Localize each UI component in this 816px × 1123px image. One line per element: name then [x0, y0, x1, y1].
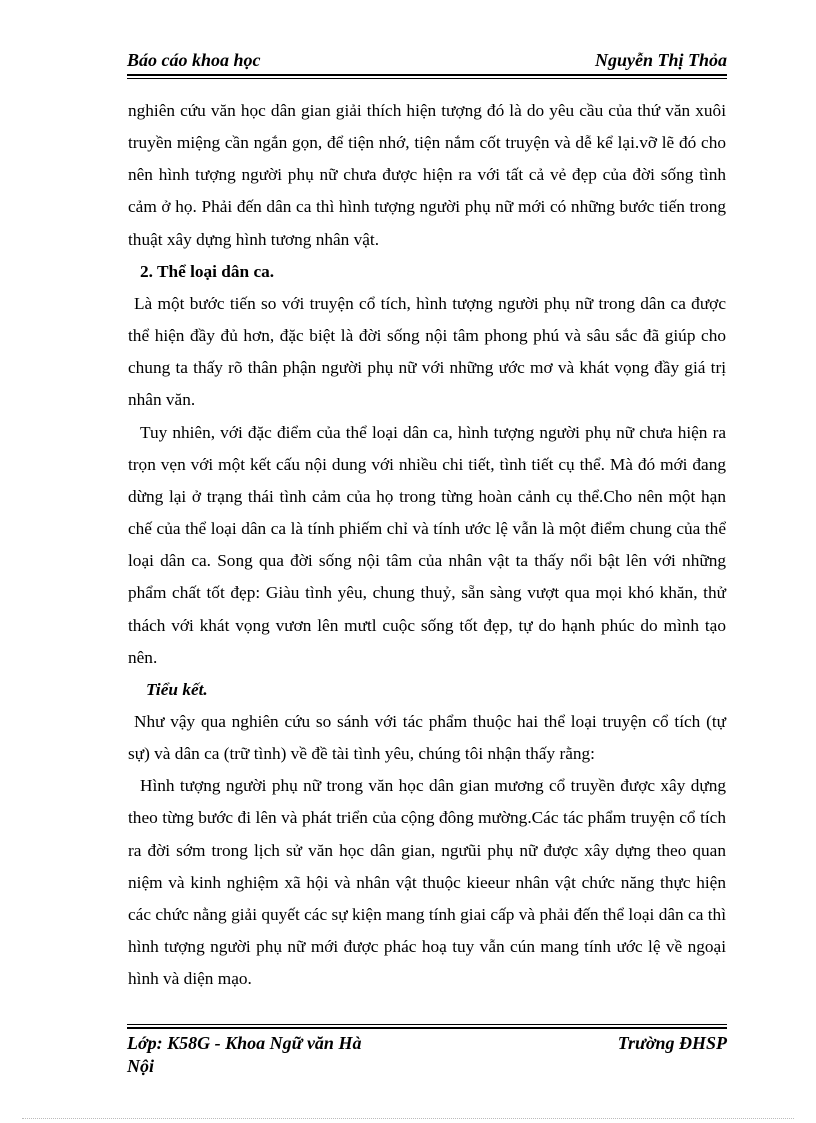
paragraph-dan-ca-limits: Tuy nhiên, với đặc điểm của thể loại dân ca, hình tượng người phụ nữ chưa hiện ra trọn vẹn với một kết cấu nội dung với nhiều chi tiết, tình tiết cụ thể. Mà đó mới đang dừng lại ở trạng thái tình cảm của họ trong từng hoàn cảnh cụ thể.Cho nên một hạn chế của thể loại dân ca là tính phiếm chỉ và tính ước lệ vẫn là một điểm chung của thể loại dân ca. Song qua đời sống nội tâm của nhân vật ta thấy nổi bật lên với những phẩm chất tốt đẹp: Giàu tình yêu, chung thuỷ, sẵn sàng vượt qua mọi khó khăn, thử thách với khát vọng vươn lên mưtl cuộc sống tốt đẹp, tự do hạnh phúc do mình tạo nên.	[128, 422, 726, 667]
page-bottom-dotted-border	[22, 1118, 794, 1119]
header-rule-thick	[127, 74, 727, 76]
header-rule-thin	[127, 78, 727, 79]
page-header	[127, 50, 727, 72]
paragraph-summary-intro: Như vậy qua nghiên cứu so sánh với tác phẩm thuộc hai thể loại truyện cổ tích (tự sự) và dân ca (trữ tình) về đề tài tình yêu, chúng tôi nhận thấy rằng:	[128, 711, 726, 764]
page-footer	[127, 1032, 727, 1082]
header-report-title: Báo cáo khoa học	[127, 50, 261, 70]
footer-university: Trường ĐHSP	[617, 1033, 727, 1053]
footer-class-faculty: Lớp: K58G - Khoa Ngữ văn Hà Nội	[127, 1033, 362, 1076]
section-heading-dan-ca: 2. Thể loại dân ca.	[140, 261, 275, 281]
subheading-tieu-ket: Tiểu kết.	[146, 679, 208, 699]
body-text	[128, 95, 726, 995]
paragraph-continuation: nghiên cứu văn học dân gian giải thích hiện tượng đó là do yêu cầu của thứ văn xuôi truyền miệng cần ngắn gọn, để tiện nhớ, tiện nắm cốt truyện và dễ kể lại.vỡ lẽ đó cho nên hình tượng người phụ nữ chưa được hiện ra với tất cả vẻ đẹp của đời sống tình cảm ở họ. Phải đến dân ca thì hình tượng người phụ nữ mới có những bước tiến trong thuật xây dựng hình tương nhân vật.	[128, 101, 726, 249]
footer-rule-thin	[127, 1024, 727, 1025]
paragraph-summary-body: Hình tượng người phụ nữ trong văn học dân gian mương cổ truyền được xây dựng theo từng bước đi lên và phát triển của cộng đông mường.Các tác phẩm truyện cổ tích ra đời sớm trong lịch sử văn học dân gian, ngưũi phụ nữ được xây dựng theo quan niệm và kinh nghiệm xã hội và nhân vật thuộc kieeur nhân vật chức năng thực hiện các chức nằng giải quyết các sự kiện mang tính giai cấp và phải đến thể loại dân ca thì hình tượng người phụ nữ mới được phác hoạ tuy vẫn cún mang tính ước lệ về ngoại hình và diện mạo.	[128, 776, 726, 989]
footer-rule-thick	[127, 1027, 727, 1029]
header-author: Nguyễn Thị Thỏa	[594, 50, 727, 70]
paragraph-dan-ca-intro: Là một bước tiến so với truyện cổ tích, hình tượng người phụ nữ trong dân ca được thể hiện đầy đủ hơn, đặc biệt là đời sống nội tâm phong phú và sâu sắc đã giúp cho chung ta thấy rõ thân phận người phụ nữ với những ước mơ và khát vọng đầy giá trị nhân văn.	[128, 293, 726, 410]
